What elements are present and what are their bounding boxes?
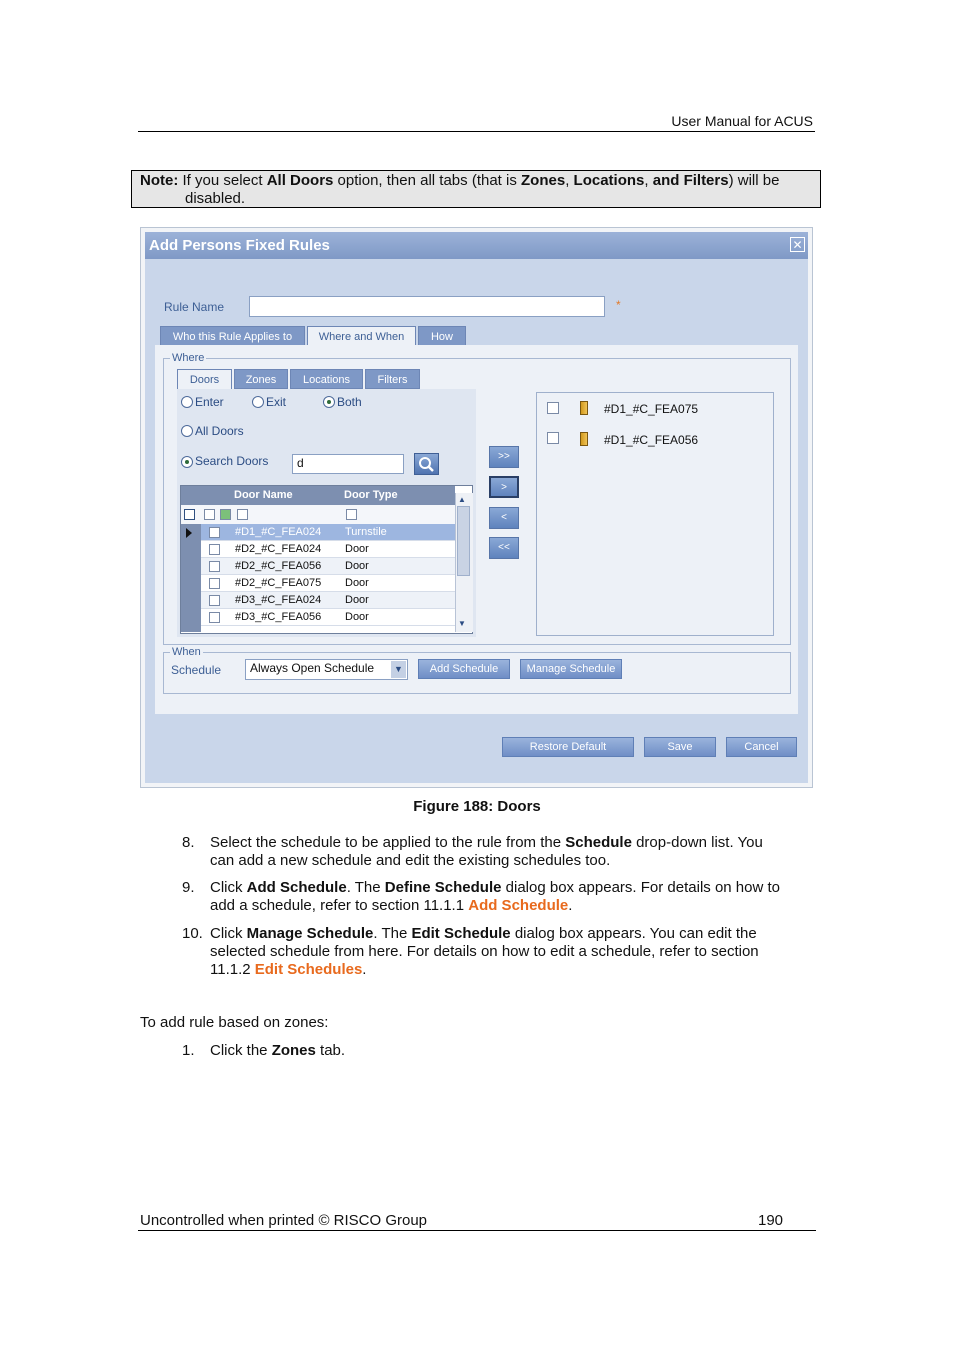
selected-checkbox[interactable] [547, 432, 559, 444]
table-row[interactable] [201, 524, 455, 541]
filter-checkbox[interactable] [204, 509, 215, 520]
tab-filters[interactable]: Filters [365, 369, 420, 389]
door-name-cell: #D3_#C_FEA056 [235, 611, 322, 623]
rule-name-input[interactable] [249, 296, 605, 317]
table-row[interactable] [201, 541, 455, 558]
step-text: add a schedule, refer to section 11.1.1 [210, 897, 469, 914]
add-button[interactable]: > [489, 476, 519, 498]
tab-where-when[interactable]: Where and When [307, 326, 416, 346]
filter-row [181, 505, 455, 525]
step-bold: Zones [271, 1042, 316, 1059]
selected-doors-list [536, 392, 774, 636]
header-rule [138, 131, 815, 132]
step-bold: Edit Schedule [411, 925, 511, 942]
door-type-cell: Door [345, 560, 369, 572]
tab-locations[interactable]: Locations [290, 369, 363, 389]
radio-search-doors-label: Search Doors [195, 454, 269, 468]
door-type-cell: Turnstile [345, 526, 387, 538]
step-text: can add a new schedule and edit the existing schedules too. [210, 852, 611, 869]
search-button[interactable] [414, 453, 439, 475]
chevron-down-icon[interactable]: ▼ [391, 661, 406, 678]
grid-body [201, 524, 455, 632]
dialog-titlebar [145, 232, 808, 259]
row-checkbox[interactable] [209, 578, 220, 589]
step-number: 9. [182, 879, 195, 896]
step-text: . [362, 961, 367, 978]
scroll-down-icon[interactable]: ▼ [458, 619, 466, 628]
radio-both-label: Both [337, 395, 362, 409]
close-icon[interactable]: ✕ [790, 237, 805, 252]
save-button[interactable]: Save [644, 737, 716, 757]
step-text: dialog box appears. For details on how to [501, 879, 780, 896]
row-indicator-column [181, 524, 201, 632]
figure-caption: Figure 188: Doors [413, 798, 541, 815]
note-text: If you select [178, 172, 267, 189]
step-9 [210, 879, 810, 915]
where-label: Where [172, 352, 205, 364]
step-number: 10. [182, 925, 203, 942]
door-name-cell: #D2_#C_FEA024 [235, 543, 322, 555]
filter-checkbox[interactable] [237, 509, 248, 520]
step-text: . [568, 897, 573, 914]
radio-enter-label: Enter [195, 395, 224, 409]
restore-default-button[interactable]: Restore Default [502, 737, 634, 757]
add-schedule-link[interactable]: Add Schedule [468, 897, 569, 914]
door-type-cell: Door [345, 577, 369, 589]
search-input[interactable]: d [292, 454, 404, 474]
step-text: drop-down list. You [631, 834, 763, 851]
col-door-name[interactable]: Door Name [234, 489, 334, 501]
door-type-cell: Door [345, 594, 369, 606]
tab-who[interactable]: Who this Rule Applies to [160, 326, 305, 346]
note-bold: and Filters [652, 172, 729, 189]
note-bold: Zones [521, 172, 566, 189]
when-label: When [172, 646, 201, 658]
radio-exit-label: Exit [266, 395, 287, 409]
cancel-button[interactable]: Cancel [726, 737, 797, 757]
add-all-button[interactable]: >> [489, 446, 519, 468]
footer-rule [138, 1230, 816, 1231]
manage-schedule-button[interactable]: Manage Schedule [520, 659, 622, 679]
note-box [131, 170, 821, 208]
zones-step-1 [210, 1042, 345, 1060]
step-text: Select the schedule to be applied to the rule from the [210, 834, 566, 851]
step-text: Click [210, 879, 247, 896]
radio-all-doors-label: All Doors [195, 424, 244, 438]
step-10 [210, 925, 810, 979]
filter-checkbox[interactable] [346, 509, 357, 520]
step-bold: Define Schedule [384, 879, 502, 896]
edit-schedules-link[interactable]: Edit Schedules [254, 961, 363, 978]
note-text: option, then all tabs (that is [333, 172, 522, 189]
step-text: selected schedule from here. For details on how to edit a schedule, refer to section [210, 943, 759, 960]
tab-doors[interactable]: Doors [177, 369, 232, 389]
note-bold: Locations [573, 172, 645, 189]
schedule-label: Schedule [171, 663, 222, 677]
table-row[interactable] [201, 609, 455, 626]
note-text: , [644, 172, 653, 189]
step-text: Click [210, 925, 247, 942]
add-schedule-button[interactable]: Add Schedule [418, 659, 510, 679]
table-row[interactable] [201, 575, 455, 592]
table-row[interactable] [201, 558, 455, 575]
radio-all-doors[interactable] [181, 425, 193, 437]
door-type-cell: Door [345, 611, 369, 623]
step-number: 1. [182, 1042, 195, 1059]
current-row-icon [186, 528, 192, 538]
scroll-thumb[interactable] [457, 506, 470, 576]
row-checkbox[interactable] [209, 527, 220, 538]
door-name-cell: #D3_#C_FEA024 [235, 594, 322, 606]
remove-all-button[interactable]: << [489, 537, 519, 559]
step-number: 8. [182, 834, 195, 851]
radio-search-doors[interactable] [181, 456, 193, 468]
selected-checkbox[interactable] [547, 402, 559, 414]
step-8 [210, 834, 810, 870]
table-row[interactable] [201, 592, 455, 609]
step-text: Click the [210, 1042, 272, 1059]
zones-intro: To add rule based on zones: [140, 1014, 329, 1031]
step-text: 11.1.2 [210, 961, 255, 978]
filter-icon[interactable] [184, 509, 195, 520]
selected-item[interactable]: #D1_#C_FEA075 [604, 402, 699, 416]
door-type-cell: Door [345, 543, 369, 555]
step-text: . The [346, 879, 385, 896]
row-checkbox[interactable] [209, 595, 220, 606]
required-mark: * [616, 298, 621, 312]
running-header: User Manual for ACUS [671, 113, 813, 129]
note-label: Note: [140, 172, 179, 189]
filter-checkbox[interactable] [220, 509, 231, 520]
row-checkbox[interactable] [209, 612, 220, 623]
door-name-cell: #D1_#C_FEA024 [235, 526, 322, 538]
door-icon [580, 432, 588, 446]
note-text: ) will be [728, 172, 780, 189]
radio-both[interactable] [323, 396, 335, 408]
footer-copyright: Uncontrolled when printed © RISCO Group [140, 1212, 428, 1229]
door-icon [580, 401, 588, 415]
step-text: tab. [315, 1042, 346, 1059]
note-text: , [565, 172, 574, 189]
schedule-select-value: Always Open Schedule [250, 661, 375, 675]
remove-button[interactable]: < [489, 507, 519, 529]
page-number: 190 [758, 1212, 784, 1229]
step-text: dialog box appears. You can edit the [510, 925, 757, 942]
door-name-cell: #D2_#C_FEA056 [235, 560, 322, 572]
step-bold: Manage Schedule [246, 925, 374, 942]
row-checkbox[interactable] [209, 544, 220, 555]
col-door-type[interactable]: Door Type [344, 489, 444, 501]
rule-name-label: Rule Name [164, 300, 225, 314]
radio-enter[interactable] [181, 396, 193, 408]
radio-exit[interactable] [252, 396, 264, 408]
tab-zones[interactable]: Zones [234, 369, 288, 389]
step-bold: Add Schedule [246, 879, 347, 896]
note-text-line2: disabled. [185, 190, 246, 207]
schedule-select[interactable] [245, 659, 408, 680]
tab-how[interactable]: How [418, 326, 466, 346]
dialog-title: Add Persons Fixed Rules [149, 237, 330, 254]
step-text: . The [373, 925, 412, 942]
grid-scrollbar[interactable] [455, 493, 473, 632]
search-icon [415, 454, 438, 474]
scroll-up-icon[interactable]: ▲ [458, 495, 466, 504]
row-checkbox[interactable] [209, 561, 220, 572]
selected-item[interactable]: #D1_#C_FEA056 [604, 433, 699, 447]
note-bold: All Doors [266, 172, 334, 189]
step-bold: Schedule [565, 834, 632, 851]
door-name-cell: #D2_#C_FEA075 [235, 577, 322, 589]
